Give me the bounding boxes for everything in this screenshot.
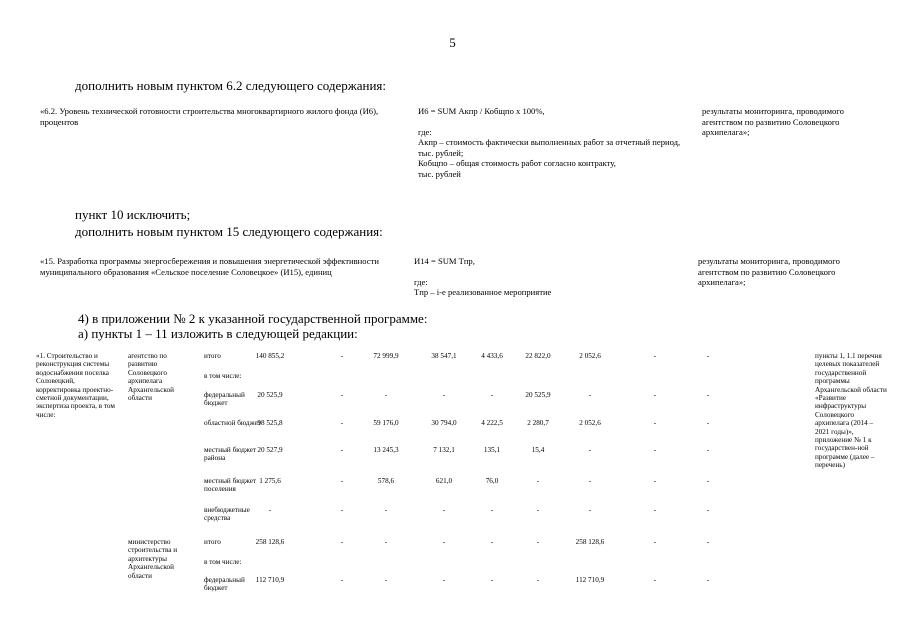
table-value-cell: - <box>653 477 657 485</box>
table-value-cell: - <box>653 391 657 399</box>
table-source-cell: в том числе: <box>204 558 242 566</box>
table-activity: «1. Строительство и реконструкция системы водоснабжения поселка Соловецкий, корректировка проектно-сметной документации, экспертиза проекта, в том числе: <box>36 352 115 419</box>
table-value-cell: 2 052,6 <box>579 419 601 427</box>
item-15-formula: И14 = SUM Tпр, <box>414 256 475 266</box>
table-value-cell: 621,0 <box>435 477 453 485</box>
heading-add-item-6-2: дополнить новым пунктом 6.2 следующего содержания: <box>75 78 387 93</box>
table-value-cell: - <box>588 506 592 514</box>
page-number: 5 <box>449 35 456 50</box>
table-source-cell: областной бюджет <box>204 419 261 427</box>
table-value-cell: - <box>340 446 344 454</box>
table-value-cell: - <box>442 506 446 514</box>
table-value-cell: - <box>340 352 344 360</box>
table-value-cell: - <box>653 506 657 514</box>
table-value-cell: - <box>588 477 592 485</box>
table-value-cell: - <box>588 446 592 454</box>
item-6-2-where: где: <box>418 126 432 137</box>
table-value-cell: - <box>340 538 344 546</box>
table-value-cell: - <box>384 576 388 584</box>
table-value-cell: - <box>490 506 494 514</box>
heading-appendix-2: 4) в приложении № 2 к указанной государственной программе: <box>78 311 428 326</box>
item-6-2-name: «6.2. Уровень технической готовности строительства многоквартирного жилого фонда (И6), процентов <box>40 106 379 127</box>
table-value-cell: - <box>706 419 710 427</box>
table-value-cell: - <box>588 391 592 399</box>
table-value-cell: - <box>706 506 710 514</box>
table-value-cell: - <box>706 352 710 360</box>
table-value-cell: - <box>706 576 710 584</box>
table-note: пункты 1, 1.1 перечня целевых показателей государственной программы Архангельской области «Развитие инфраструктуры Соловецкого архипелага (2014 – 2021 годы)», приложение № 1 к государствен-ной программе (далее – перечень) <box>815 352 887 470</box>
table-value-cell: 578,6 <box>377 477 395 485</box>
table-value-cell: 135,1 <box>483 446 501 454</box>
table-value-cell: - <box>653 538 657 546</box>
table-value-cell: 20 527,9 <box>257 446 283 454</box>
table-value-cell: 98 525,8 <box>257 419 283 427</box>
table-value-cell: - <box>442 538 446 546</box>
table-source-cell: внебюджетные средства <box>204 506 250 523</box>
heading-add-item-15: дополнить новым пунктом 15 следующего содержания: <box>75 224 383 239</box>
table-value-cell: - <box>653 576 657 584</box>
table-value-cell: 72 999,9 <box>373 352 399 360</box>
table-value-cell: - <box>706 477 710 485</box>
item-15-name: «15. Разработка программы энергосбережения и повышения энергетической эффективности муниципального образования «Сельское поселение Соловецкое» (И15), единиц <box>40 256 379 277</box>
table-value-cell: - <box>536 477 540 485</box>
item-6-2-formula-block <box>418 106 688 179</box>
table-value-cell: - <box>706 446 710 454</box>
table-value-cell: 112 710,9 <box>255 576 285 584</box>
table-value-cell: 4 222,5 <box>481 419 503 427</box>
table-value-cell: 7 132,1 <box>433 446 455 454</box>
table-value-cell: - <box>384 538 388 546</box>
table-value-cell: 2 052,6 <box>579 352 601 360</box>
heading-items-1-11: а) пункты 1 – 11 изложить в следующей редакции: <box>78 326 358 341</box>
table-value-cell: 258 128,6 <box>575 538 605 546</box>
table-source-cell: местный бюджет поселения <box>204 477 257 494</box>
table-source-cell: итого <box>204 538 221 546</box>
table-value-cell: - <box>268 506 272 514</box>
table-value-cell: 38 547,1 <box>431 352 457 360</box>
table-executor-agency: агентство по развитию Соловецкого архипелага Архангельской области <box>128 352 174 403</box>
table-value-cell: - <box>490 538 494 546</box>
table-value-cell: - <box>340 576 344 584</box>
table-value-cell: 59 176,0 <box>373 419 399 427</box>
table-value-cell: - <box>536 576 540 584</box>
table-value-cell: - <box>653 419 657 427</box>
table-executor-ministry: министерство строительства и архитектуры Архангельской области <box>128 538 178 580</box>
table-value-cell: 20 525,9 <box>525 391 551 399</box>
table-value-cell: - <box>706 538 710 546</box>
table-value-cell: 15,4 <box>531 446 545 454</box>
table-value-cell: - <box>384 506 388 514</box>
table-source-cell: местный бюджет района <box>204 446 257 463</box>
item-6-2-source: результаты мониторинга, проводимого агентством по развитию Соловецкого архипелага»; <box>702 106 844 137</box>
table-value-cell: - <box>340 419 344 427</box>
item-6-2-def2-unit: тыс. рублей <box>418 168 461 179</box>
table-value-cell: - <box>653 446 657 454</box>
item-15-def1: Tпр – i-е реализованное мероприятие <box>414 287 552 297</box>
table-value-cell: - <box>490 391 494 399</box>
table-value-cell: 20 525,9 <box>257 391 283 399</box>
item-6-2-formula: И6 = SUM Акпр / Кобщпо x 100%, <box>418 106 545 116</box>
item-6-2-def1-unit: тыс. рублей; <box>418 147 464 158</box>
table-value-cell: - <box>706 391 710 399</box>
table-value-cell: 4 433,6 <box>481 352 503 360</box>
table-value-cell: - <box>340 477 344 485</box>
item-15-source: результаты мониторинга, проводимого агентством по развитию Соловецкого архипелага»; <box>698 256 840 287</box>
table-value-cell: 140 855,2 <box>255 352 285 360</box>
item-15-where: где: <box>414 276 428 287</box>
table-value-cell: 30 794,0 <box>431 419 457 427</box>
item-6-2-def1: Акпр – стоимость фактически выполненных работ за отчетный период, <box>418 137 681 147</box>
table-value-cell: 2 280,7 <box>527 419 549 427</box>
table-source-cell: итого <box>204 352 221 360</box>
table-value-cell: - <box>536 506 540 514</box>
table-value-cell: - <box>340 391 344 399</box>
table-value-cell: - <box>442 391 446 399</box>
table-source-cell: федеральный бюджет <box>204 391 245 408</box>
table-value-cell: - <box>653 352 657 360</box>
line-item-10-remove: пункт 10 исключить; <box>75 207 191 222</box>
table-value-cell: - <box>442 576 446 584</box>
table-source-cell: в том числе: <box>204 372 242 380</box>
table-value-cell: 112 710,9 <box>575 576 605 584</box>
item-15-formula-block <box>414 256 674 298</box>
table-value-cell: - <box>384 391 388 399</box>
table-value-cell: - <box>490 576 494 584</box>
table-source-cell: федеральный бюджет <box>204 576 245 593</box>
table-value-cell: 22 822,0 <box>525 352 551 360</box>
table-value-cell: 76,0 <box>485 477 499 485</box>
table-value-cell: - <box>536 538 540 546</box>
table-value-cell: 258 128,6 <box>255 538 285 546</box>
table-value-cell: 1 275,6 <box>259 477 281 485</box>
item-6-2-def2: Кобщпо – общая стоимость работ согласно контракту, <box>418 158 616 168</box>
table-value-cell: - <box>340 506 344 514</box>
table-value-cell: 13 245,3 <box>373 446 399 454</box>
